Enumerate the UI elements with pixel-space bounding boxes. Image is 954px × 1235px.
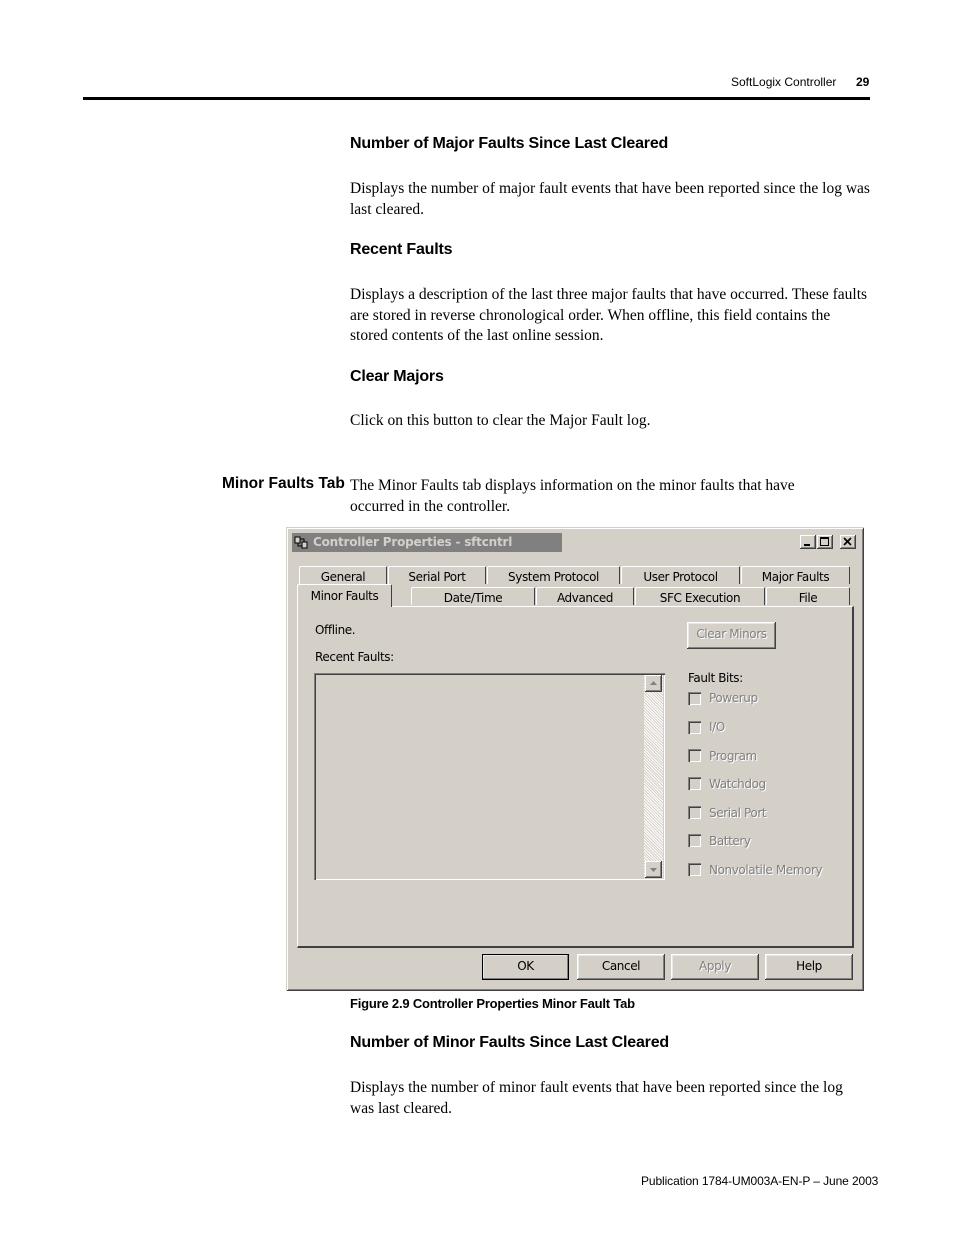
heading-recent-faults: Recent Faults xyxy=(350,241,453,258)
paragraph-recent-faults: Displays a description of the last three major faults that have occurred. These faults are stored in reverse chronological order. When offline, this field contains the stored contents of the last online session. xyxy=(350,286,868,344)
arrow-up-icon xyxy=(645,675,662,692)
help-button[interactable]: Help xyxy=(765,954,853,980)
heading-minor-fault-count: Number of Minor Faults Since Last Cleared xyxy=(350,1034,669,1051)
checkbox-io[interactable] xyxy=(688,721,701,734)
recent-faults-list[interactable] xyxy=(314,673,665,880)
running-header-title: SoftLogix Controller xyxy=(731,75,837,89)
maximize-icon xyxy=(820,537,830,546)
recent-faults-label: Recent Faults: xyxy=(315,650,394,664)
tab-advanced[interactable]: Advanced xyxy=(536,587,634,605)
close-button[interactable] xyxy=(840,535,856,549)
minimize-icon xyxy=(803,537,813,546)
controller-app-icon xyxy=(294,535,309,550)
close-icon xyxy=(843,537,853,546)
tab-user-protocol[interactable]: User Protocol xyxy=(621,566,740,584)
checkbox-battery[interactable] xyxy=(688,834,701,847)
paragraph-minor-fault-count: Displays the number of minor fault events that have been reported since the log was last cleared. xyxy=(350,1079,843,1117)
ok-button[interactable]: OK xyxy=(482,954,569,980)
paragraph-clear-majors: Click on this button to clear the Major Fault log. xyxy=(350,412,651,429)
maximize-button[interactable] xyxy=(817,535,833,549)
page-number: 29 xyxy=(856,75,870,89)
checkbox-nonvolatile-memory[interactable] xyxy=(688,863,701,876)
cancel-button[interactable]: Cancel xyxy=(577,954,665,980)
tab-date-time[interactable]: Date/Time xyxy=(411,587,535,605)
arrow-down-icon xyxy=(645,861,662,878)
checkbox-watchdog[interactable] xyxy=(688,777,701,790)
checkbox-label-io: I/O xyxy=(709,720,725,734)
checkbox-label-powerup: Powerup xyxy=(709,691,758,705)
checkbox-label-battery: Battery xyxy=(709,834,751,848)
scroll-down-button[interactable] xyxy=(645,861,662,878)
checkbox-serial-port[interactable] xyxy=(688,806,701,819)
apply-button[interactable]: Apply xyxy=(671,954,759,980)
heading-clear-majors: Clear Majors xyxy=(350,368,444,385)
tab-major-faults[interactable]: Major Faults xyxy=(741,566,850,584)
tab-serial-port[interactable]: Serial Port xyxy=(388,566,486,584)
fault-bits-label: Fault Bits: xyxy=(688,671,743,685)
tab-sfc-execution[interactable]: SFC Execution xyxy=(635,587,765,605)
checkbox-label-watchdog: Watchdog xyxy=(709,777,766,791)
publication-footer: Publication 1784-UM003A-EN-P – June 2003 xyxy=(641,1174,879,1188)
clear-minors-button[interactable]: Clear Minors xyxy=(687,622,776,649)
tab-general[interactable]: General xyxy=(299,566,387,584)
tab-file[interactable]: File xyxy=(766,587,850,605)
checkbox-label-program: Program xyxy=(709,749,757,763)
controller-properties-dialog xyxy=(286,527,864,991)
dialog-title: Controller Properties - sftcntrl xyxy=(313,535,513,549)
paragraph-major-fault-count: Displays the number of major fault events that have been reported since the log was last cleared. xyxy=(350,180,870,218)
figure-caption: Figure 2.9 Controller Properties Minor Fault Tab xyxy=(350,996,635,1011)
tab-system-protocol[interactable]: System Protocol xyxy=(487,566,620,584)
scroll-up-button[interactable] xyxy=(645,675,662,692)
dialog-title-bar xyxy=(292,533,562,552)
checkbox-label-serial-port: Serial Port xyxy=(709,806,767,820)
tab-minor-faults[interactable]: Minor Faults xyxy=(297,584,392,607)
checkbox-label-nonvolatile-memory: Nonvolatile Memory xyxy=(709,863,823,877)
checkbox-program[interactable] xyxy=(688,749,701,762)
minimize-button[interactable] xyxy=(800,535,816,549)
heading-major-fault-count: Number of Major Faults Since Last Cleared xyxy=(350,135,669,152)
side-heading-minor-faults-tab: Minor Faults Tab xyxy=(222,475,345,492)
checkbox-powerup[interactable] xyxy=(688,692,701,705)
header-rule xyxy=(83,97,870,100)
recent-faults-scrollbar[interactable] xyxy=(644,675,663,878)
status-text: Offline. xyxy=(315,623,356,637)
paragraph-minor-faults-intro: The Minor Faults tab displays information on the minor faults that have occurred in the controller. xyxy=(350,477,795,515)
